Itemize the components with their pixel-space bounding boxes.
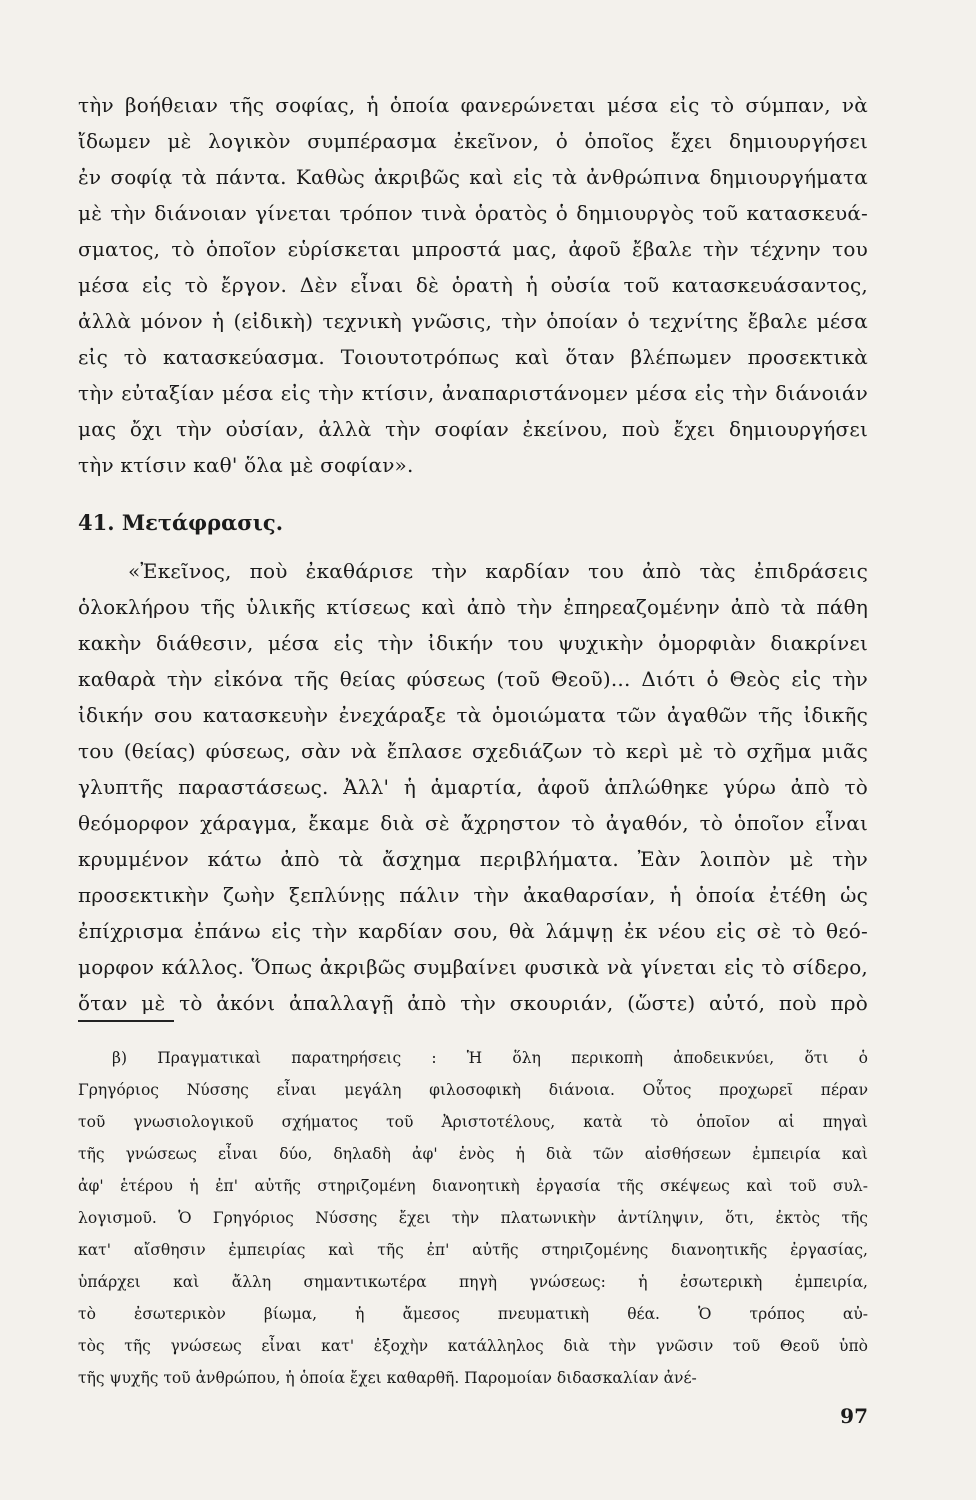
section-text-line: προσεκτικὴν ζωὴν ξεπλύνῃς πάλιν τὴν ἀκαθαρσίαν, ἡ ὁποία ἐτέθη ὡς	[78, 883, 868, 907]
section-text-line: ὅταν μὲ τὸ ἀκόνι ἀπαλλαγῇ ἀπὸ τὴν σκουριάν, (ὥστε) αὐτό, ποὺ πρὸ	[78, 991, 868, 1015]
footnote-line: τὸ ἐσωτερικὸν βίωμα, ἡ ἄμεσος πνευματικὴ θέα. Ὁ τρόπος αὐ-	[78, 1305, 868, 1323]
main-text-line: ἴδωμεν μὲ λογικὸν συμπέρασμα ἐκεῖνον, ὁ ὁποῖος ἔχει δημιουργήσει	[78, 129, 868, 153]
main-text-line: σματος, τὸ ὁποῖον εὑρίσκεται μπροστά μας, ἀφοῦ ἔβαλε τὴν τέχνην του	[78, 237, 868, 261]
footnote-rule	[78, 1020, 174, 1022]
main-text-line: ἐν σοφίᾳ τὰ πάντα. Καθὼς ἀκριβῶς καὶ εἰς τὰ ἀνθρώπινα δημιουργήματα	[78, 165, 868, 189]
footnote-line: Γρηγόριος Νύσσης εἶναι μεγάλη φιλοσοφικὴ διάνοια. Οὗτος προχωρεῖ πέραν	[78, 1081, 868, 1099]
section-text-line: θεόμορφον χάραγμα, ἔκαμε διὰ σὲ ἄχρηστον τὸ ἀγαθόν, τὸ ὁποῖον εἶναι	[78, 811, 868, 835]
section-text-line: ὁλοκλήρου τῆς ὑλικῆς κτίσεως καὶ ἀπὸ τὴν ἐπηρεαζομένην ἀπὸ τὰ πάθη	[78, 595, 868, 619]
footnote-line: β) Πραγματικαὶ παρατηρήσεις : Ἡ ὅλη περικοπὴ ἀποδεικνύει, ὅτι ὁ	[112, 1049, 868, 1067]
footnote-line: κατ' αἴσθησιν ἐμπειρίας καὶ τῆς ἐπ' αὐτῆς στηριζομένης διανοητικῆς ἐργασίας,	[78, 1241, 868, 1259]
main-text-line: μὲ τὴν διάνοιαν γίνεται τρόπον τινὰ ὁρατὸς ὁ δημιουργὸς τοῦ κατασκευά-	[78, 201, 868, 225]
section-heading: 41. Μετάφρασις.	[78, 510, 284, 535]
main-text-line: εἰς τὸ κατασκεύασμα. Τοιουτοτρόπως καὶ ὅταν βλέπωμεν προσεκτικὰ	[78, 345, 868, 369]
footnote-line: τῆς ψυχῆς τοῦ ἀνθρώπου, ἡ ὁποία ἔχει καθαρθῆ. Παρομοίαν διδασκαλίαν ἀνέ-	[78, 1369, 697, 1387]
main-text-line: τὴν εὐταξίαν μέσα εἰς τὴν κτίσιν, ἀναπαριστάνομεν μέσα εἰς τὴν διάνοιάν	[78, 381, 868, 405]
section-text-line: «Ἐκεῖνος, ποὺ ἐκαθάρισε τὴν καρδίαν του ἀπὸ τὰς ἐπιδράσεις	[128, 559, 868, 583]
footnote-line: ὑπάρχει καὶ ἄλλη σημαντικωτέρα πηγὴ γνώσεως: ἡ ἐσωτερικὴ ἐμπειρία,	[78, 1273, 868, 1291]
section-text-line: ἰδικήν σου κατασκευὴν ἐνεχάραξε τὰ ὁμοιώματα τῶν ἀγαθῶν τῆς ἰδικῆς	[78, 703, 868, 727]
main-text-line: μέσα εἰς τὸ ἔργον. Δὲν εἶναι δὲ ὁρατὴ ἡ οὐσία τοῦ κατασκευάσαντος,	[78, 273, 868, 297]
main-text-line: τὴν κτίσιν καθ' ὅλα μὲ σοφίαν».	[78, 453, 414, 477]
section-text-line: γλυπτῆς παραστάσεως. Ἀλλ' ἡ ἁμαρτία, ἀφοῦ ἁπλώθηκε γύρω ἀπὸ τὸ	[78, 775, 868, 799]
section-text-line: κακὴν διάθεσιν, μέσα εἰς τὴν ἰδικήν του ψυχικὴν ὀμορφιὰν διακρίνει	[78, 631, 868, 655]
section-text-line: του (θείας) φύσεως, σὰν νὰ ἔπλασε σχεδιάζων τὸ κερὶ μὲ τὸ σχῆμα μιᾶς	[78, 739, 868, 763]
section-text-line: ἐπίχρισμα ἐπάνω εἰς τὴν καρδίαν σου, θὰ λάμψῃ ἐκ νέου εἰς σὲ τὸ θεό-	[78, 919, 868, 943]
main-text-line: τὴν βοήθειαν τῆς σοφίας, ἡ ὁποία φανερώνεται μέσα εἰς τὸ σύμπαν, νὰ	[78, 93, 868, 117]
footnote-line: τῆς γνώσεως εἶναι δύο, δηλαδὴ ἀφ' ἑνὸς ἡ διὰ τῶν αἰσθήσεων ἐμπειρία καὶ	[78, 1145, 868, 1163]
footnote-line: τοῦ γνωσιολογικοῦ σχήματος τοῦ Ἀριστοτέλους, κατὰ τὸ ὁποῖον αἱ πηγαὶ	[78, 1113, 868, 1131]
section-text-line: κρυμμένον κάτω ἀπὸ τὰ ἄσχημα περιβλήματα. Ἐὰν λοιπὸν μὲ τὴν	[78, 847, 868, 871]
main-text-line: μας ὄχι τὴν οὐσίαν, ἀλλὰ τὴν σοφίαν ἐκείνου, ποὺ ἔχει δημιουργήσει	[78, 417, 868, 441]
footnote-line: λογισμοῦ. Ὁ Γρηγόριος Νύσσης ἔχει τὴν πλατωνικὴν ἀντίληψιν, ὅτι, ἐκτὸς τῆς	[78, 1209, 868, 1227]
page-number: 97	[840, 1404, 868, 1428]
main-text-line: ἀλλὰ μόνον ἡ (εἰδικὴ) τεχνικὴ γνῶσις, τὴν ὁποίαν ὁ τεχνίτης ἔβαλε μέσα	[78, 309, 868, 333]
footnote-line: τὸς τῆς γνώσεως εἶναι κατ' ἐξοχὴν κατάλληλος διὰ τὴν γνῶσιν τοῦ Θεοῦ ὑπὸ	[78, 1337, 868, 1355]
section-text-line: μορφον κάλλος. Ὅπως ἀκριβῶς συμβαίνει φυσικὰ νὰ γίνεται εἰς τὸ σίδερο,	[78, 955, 868, 979]
section-text-line: καθαρὰ τὴν εἰκόνα τῆς θείας φύσεως (τοῦ Θεοῦ)... Διότι ὁ Θεὸς εἰς τὴν	[78, 667, 868, 691]
footnote-line: ἀφ' ἑτέρου ἡ ἐπ' αὐτῆς στηριζομένη διανοητικὴ ἐργασία τῆς σκέψεως καὶ τοῦ συλ-	[78, 1177, 868, 1195]
